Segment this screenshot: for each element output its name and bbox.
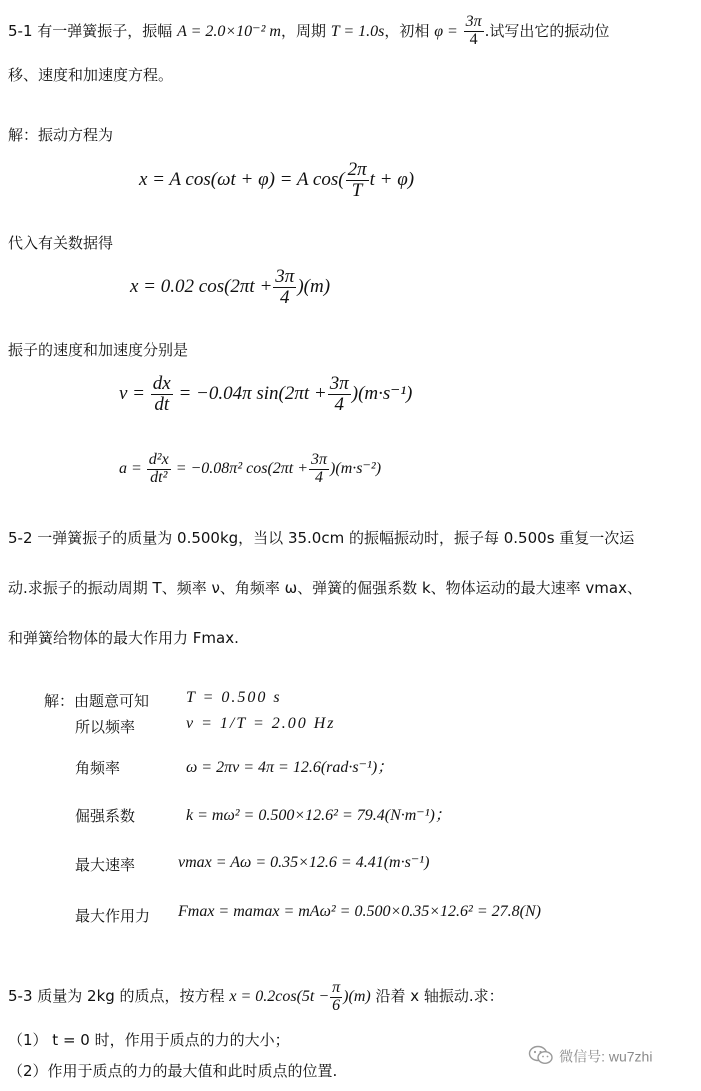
wechat-icon — [528, 1045, 554, 1069]
problem-5-1-line1: 5-1 有一弹簧振子，振幅 A = 2.0×10⁻² m，周期 T = 1.0s，初相 φ = $\frac{3\pi}{4}$ .试写出它的振动位 — [8, 13, 610, 48]
solution-row-label: 最大速率 — [75, 856, 136, 874]
amplitude: A = 2.0×10⁻² m — [177, 22, 281, 40]
equation-acceleration: a = $\frac{\text{d²x}}{\text{dt²}}$ = −0.08π² cos(2πt + $\frac{3\pi}{4}$ )(m·s⁻²) — [119, 451, 382, 486]
question-2: （2）作用于质点的力的最大值和此时质点的位置. — [8, 1062, 338, 1080]
equation-displacement-general: x = A cos(ωt + φ) = A cos( $\frac{2\pi}{T}$ t + φ) — [139, 159, 415, 201]
solution-row-equation: vmax = Aω = 0.35×12.6 = 4.41(m·s⁻¹) — [178, 854, 430, 871]
problem-5-1-line2: 移、速度和加速度方程。 — [8, 66, 174, 84]
solution-row-equation: k = mω² = 0.500×12.6² = 79.4(N·m⁻¹)； — [186, 807, 451, 824]
solution-label: 解：振动方程为 — [8, 126, 114, 144]
problem-5-3-line1: 5-3 质量为 2kg 的质点，按方程 x = 0.2cos(5t − $\frac{\pi}{6}$ )(m) 沿着 x 轴振动.求： — [8, 979, 504, 1014]
solution-row-equation: ν = 1/T = 2.00 Hz — [186, 715, 336, 732]
question-1: （1） t = 0 时，作用于质点的力的大小； — [8, 1031, 290, 1049]
solution-row-label: 所以频率 — [75, 718, 136, 736]
solution-row-label: 解：由题意可知 — [44, 692, 150, 710]
period: T = 1.0s — [330, 22, 385, 40]
problem-5-2-line3: 和弹簧给物体的最大作用力 Fmax. — [8, 629, 239, 647]
solution-row-equation: Fmax = mamax = mAω² = 0.500×0.35×12.6² = 27.8(N) — [178, 903, 541, 920]
problem-number: 5-1 — [8, 21, 33, 40]
equation-displacement: x = 0.02 cos(2πt + $\frac{3\pi}{4}$ )(m) — [130, 266, 331, 308]
velocity-acceleration-label: 振子的速度和加速度分别是 — [8, 341, 189, 359]
watermark — [528, 1045, 652, 1069]
problem-5-2-line2: 动.求振子的振动周期 T、频率 ν、角频率 ω、弹簧的倔强系数 k、物体运动的最大速率 vmax、 — [8, 579, 642, 597]
equation-velocity: v = $\frac{dx}{dt}$ = −0.04π sin(2πt + $\frac{3\pi}{4}$ )(m·s⁻¹) — [119, 373, 413, 415]
solution-row-equation: ω = 2πν = 4π = 12.6(rad·s⁻¹)； — [186, 759, 394, 776]
solution-row-equation: T = 0.500 s — [186, 689, 282, 706]
problem-5-2-line1: 5-2 一弹簧振子的质量为 0.500kg，当以 35.0cm 的振幅振动时，振子每 0.500s 重复一次运 — [8, 529, 635, 547]
solution-row-label: 最大作用力 — [75, 907, 151, 925]
substitute-label: 代入有关数据得 — [8, 234, 114, 252]
phase-fraction: $\frac{3\pi}{4}$ — [465, 13, 482, 48]
solution-row-label: 角频率 — [75, 759, 121, 777]
solution-row-label: 倔强系数 — [75, 807, 136, 825]
watermark-text: 微信号: wu7zhi — [559, 1048, 653, 1065]
